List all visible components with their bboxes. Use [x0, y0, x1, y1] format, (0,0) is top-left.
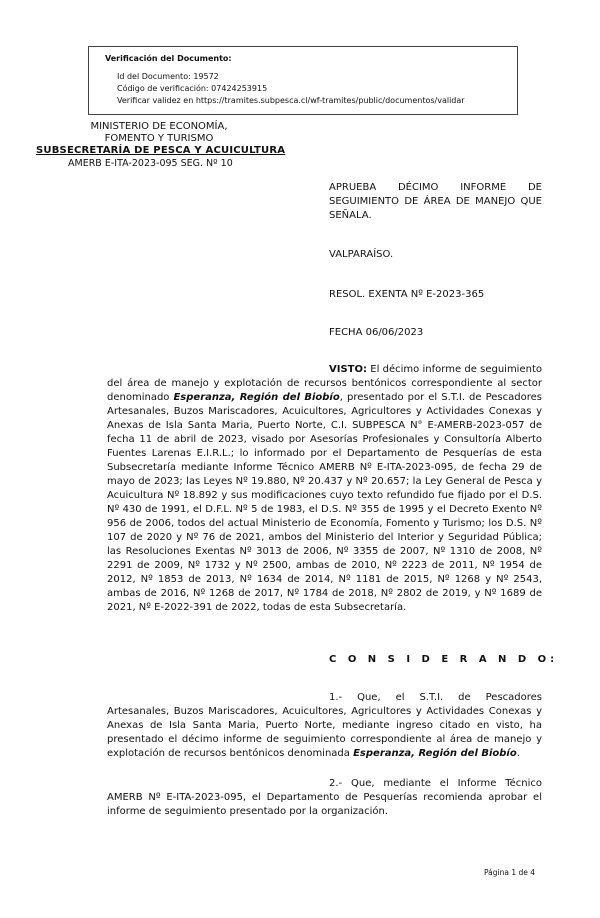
- verification-url[interactable]: • Verificar validez en https://tramites.subpesca.cl/wf-tramites/public/documentos/validar: [117, 95, 507, 107]
- verification-title: Verificación del Documento:: [105, 54, 232, 63]
- resolution-summary: APRUEBA DÉCIMO INFORME DE SEGUIMIENTO DE ÁREA DE MANEJO QUE SEÑALA.: [329, 182, 542, 221]
- item1-text-b: .: [516, 748, 520, 759]
- ministry-line-2: FOMENTO Y TURISMO: [104, 133, 214, 144]
- resolution-city: VALPARAÍSO.: [329, 249, 394, 260]
- resolution-number: RESOL. EXENTA Nº E-2023-365: [329, 289, 485, 300]
- ministry-heading: [0, 121, 318, 145]
- verification-code: • Código de verificación: 07424253915: [117, 83, 507, 95]
- visto-text-a: El décimo informe de seguimiento del área de manejo y explotación de recursos bentónicos correspondiente al sector denominado: [107, 364, 542, 403]
- verification-id: • Id del Documento: 19572: [117, 71, 507, 83]
- item1-text-a: 1.- Que, el S.T.I. de Pescadores Artesanales, Buzos Mariscadores, Acuicultores, Agricultores y Actividades Conexas y Anexas de Isla Santa Maria, Puerto Norte, mediante ingreso citado en visto, ha presentado el décimo informe de seguimiento correspondiente al área de manejo y explotación de recursos bentónicos denominada: [107, 692, 542, 759]
- visto-emphasis: Esperanza, Región del Biobío: [173, 392, 340, 403]
- item1-emphasis: Esperanza, Región del Biobío: [353, 748, 517, 759]
- visto-text-b: , presentado por el S.T.I. de Pescadores Artesanales, Buzos Mariscadores, Acuicultores, Agricultores y Actividades Conexas y Anexas de Isla Santa Maria, Puerto Norte, C.I. SUBPESCA N° E-AMERB-2023-057 de fecha 11 de abril de 2023, visado por Asesorías Profesionales y Consultoría Alberto Fuentes Larenas E.I.R.L.; lo informado por el Departamento de Pesquerías de esta Subsecretaría mediante Informe Técnico AMERB Nº E-ITA-2023-095, de fecha 29 de mayo de 2023; las Leyes Nº 19.880, Nº 20.437 y Nº 20.657; la Ley General de Pesca y Acuicultura Nº 18.892 y sus modificaciones cuyo texto refundido fue fijado por el D.S. Nº 430 de 1991, el D.F.L. Nº 5 de 1983, el D.S. Nº 355 de 1995 y el Decreto Exento Nº 956 de 2006, todos del actual Ministerio de Economía, Fomento y Turismo; los D.S. Nº 107 de 2020 y Nº 76 de 2021, ambos del Ministerio del Interior y Seguridad Pública; las Resoluciones Exentas Nº 3013 de 2006, Nº 3355 de 2007, Nº 1310 de 2008, Nº 2291 de 2009, Nº 1732 y Nº 2500, ambas de 2010, Nº 2223 de 2011, Nº 1954 de 2012, Nº 1853 de 2013, Nº 1634 de 2014, Nº 1181 de 2015, Nº 1268 y Nº 2543, ambas de 2016, Nº 1268 de 2017, Nº 1784 de 2018, Nº 2802 de 2019, y Nº 1689 de 2021, Nº E-2022-391 de 2022, todas de esta Subsecretaría.: [107, 392, 542, 613]
- verification-list: [105, 71, 507, 107]
- considerando-item-2: 2.- Que, mediante el Informe Técnico AMERB Nº E-ITA-2023-095, el Departamento de Pesquerías recomienda aprobar el informe de seguimiento presentado por la organización.: [107, 778, 542, 817]
- reference-number: AMERB E-ITA-2023-095 SEG. Nº 10: [68, 158, 233, 169]
- verification-box: [88, 46, 518, 115]
- ministry-line-1: MINISTERIO DE ECONOMÍA,: [90, 121, 228, 132]
- considerando-item-1: [107, 691, 542, 761]
- subsecretaria-heading: SUBSECRETARÍA DE PESCA Y ACUICULTURA: [36, 145, 286, 156]
- considerando-heading: C O N S I D E R A N D O:: [329, 654, 559, 665]
- visto-paragraph: [107, 363, 542, 615]
- visto-label: VISTO:: [329, 364, 367, 375]
- page-number: Página 1 de 4: [484, 868, 536, 877]
- resolution-date: FECHA 06/06/2023: [329, 327, 424, 338]
